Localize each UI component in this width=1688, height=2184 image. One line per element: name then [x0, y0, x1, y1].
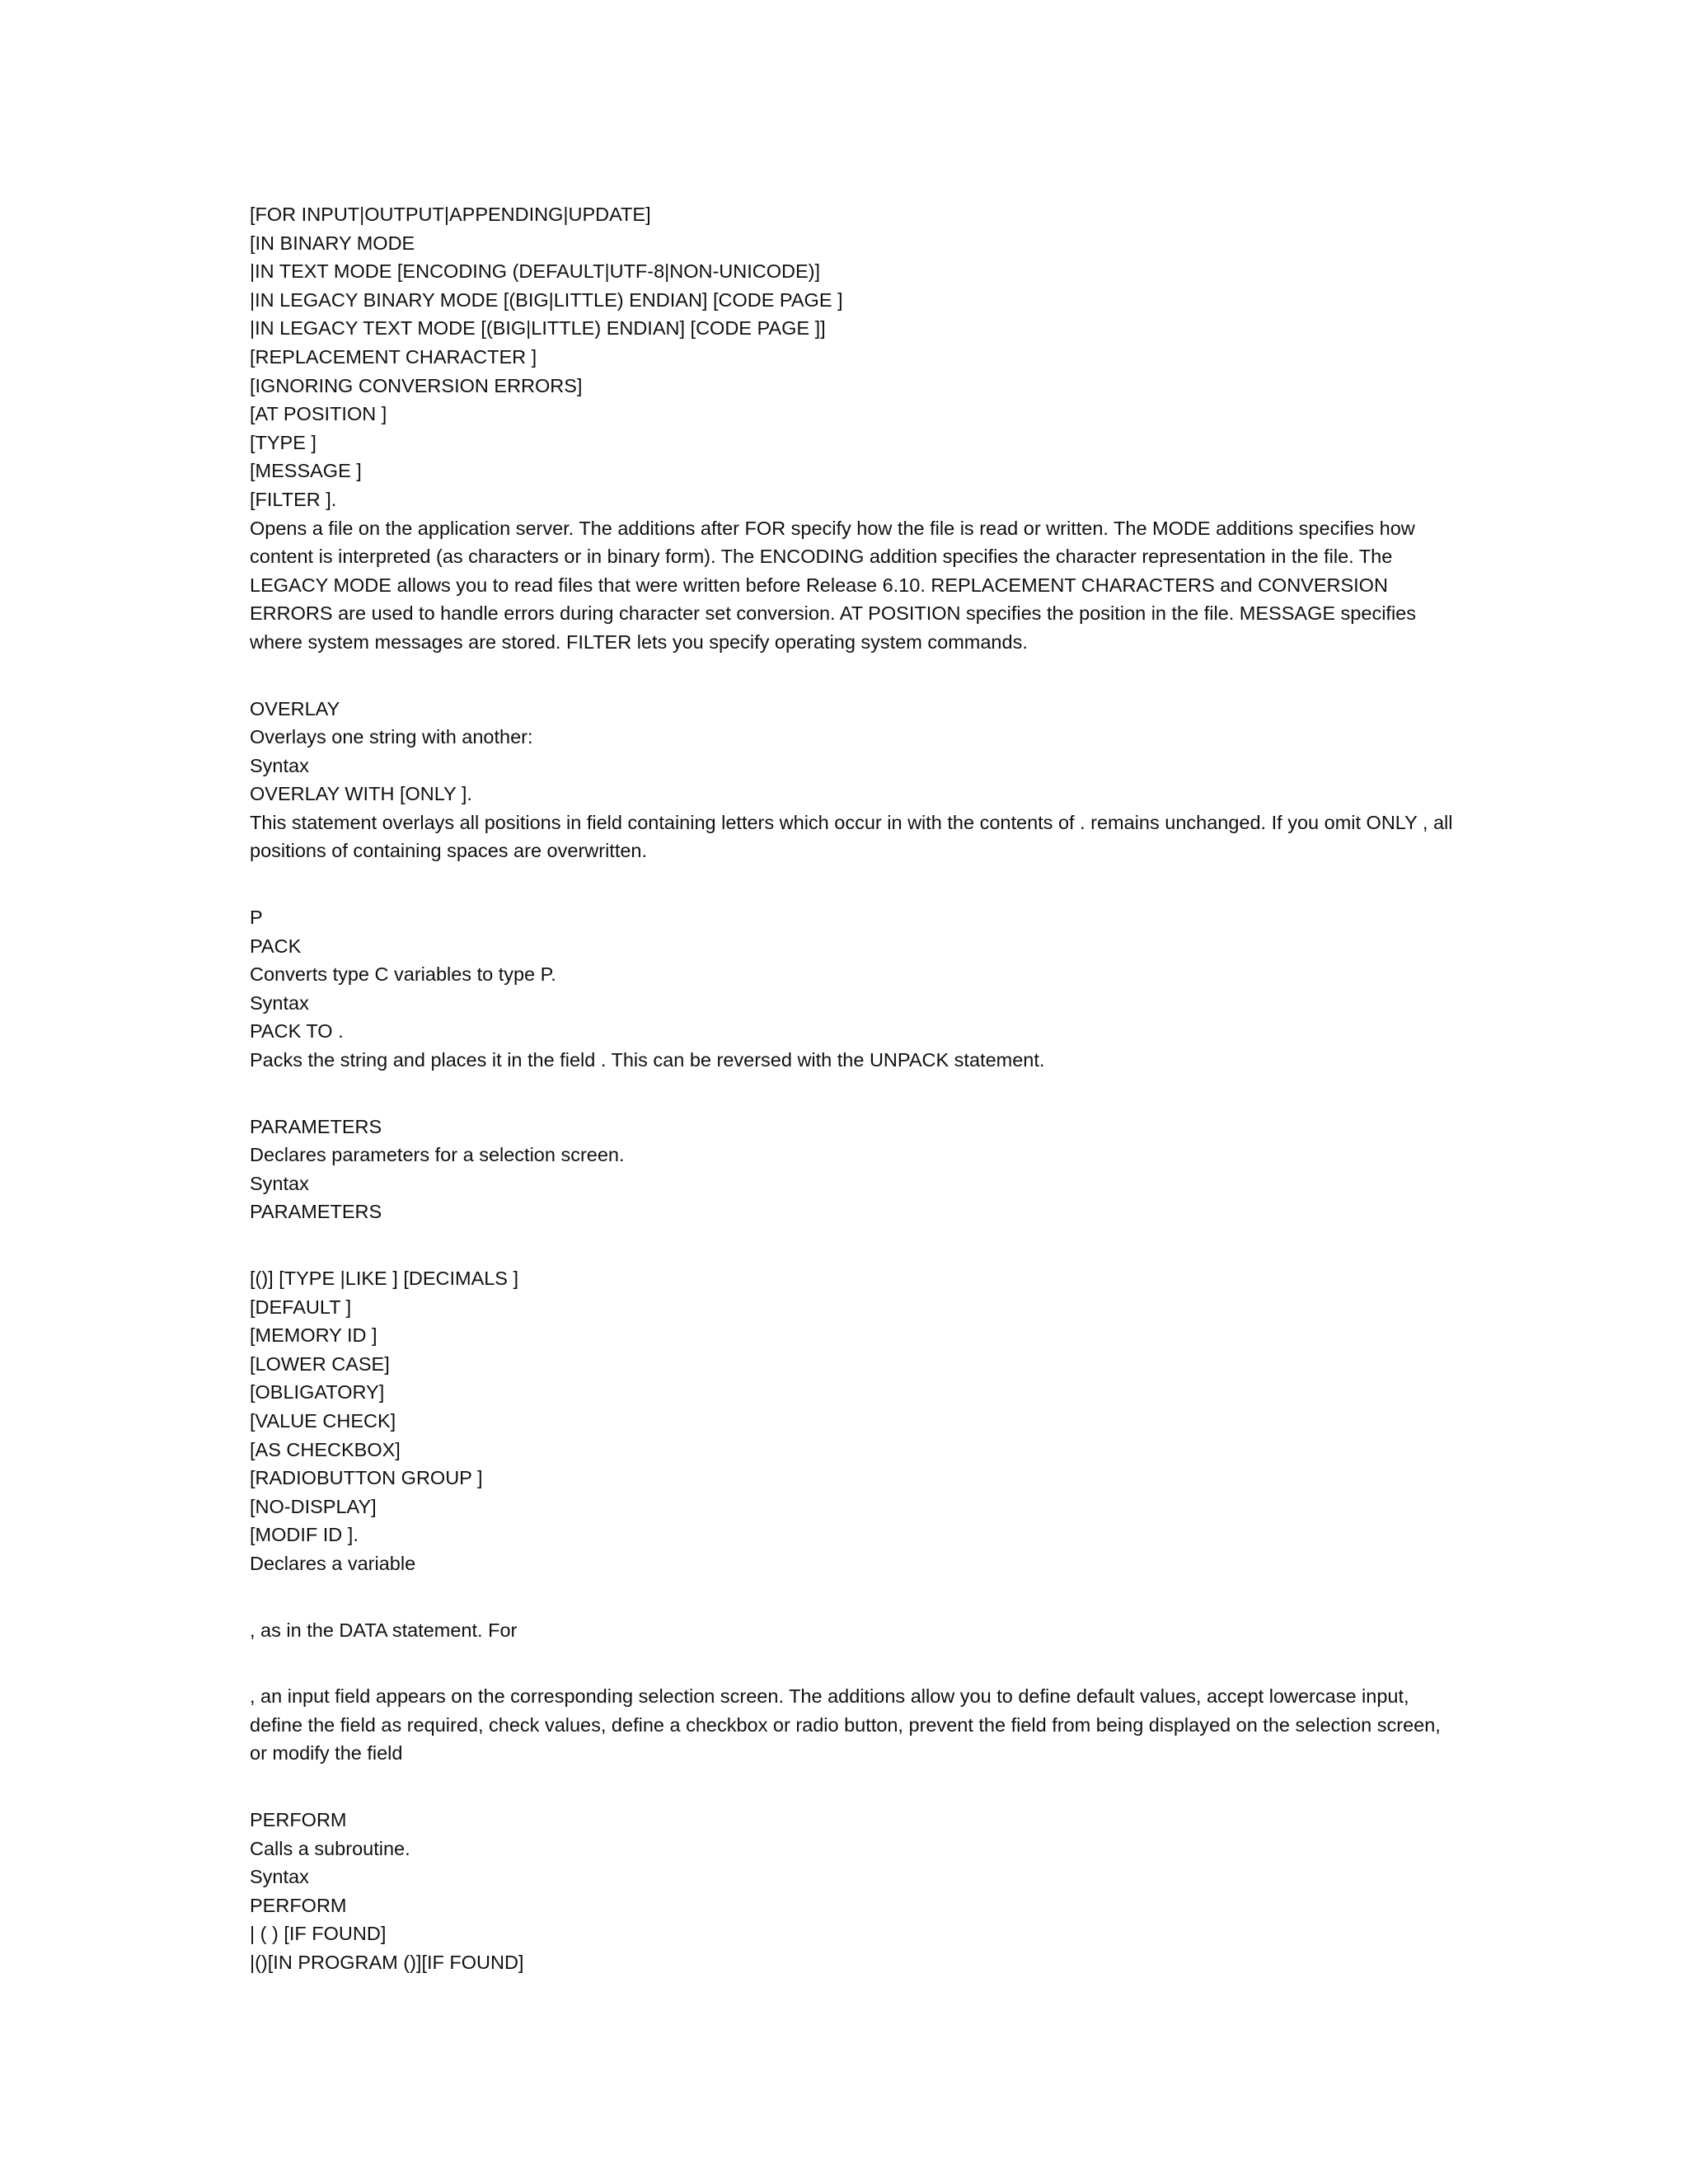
syntax-line: [IGNORING CONVERSION ERRORS]: [250, 374, 583, 396]
syntax-line: [TYPE ]: [250, 431, 316, 453]
syntax-label: Syntax: [250, 1866, 309, 1888]
syntax-line: PERFORM: [250, 1894, 347, 1916]
document-body: [250, 200, 1453, 2014]
description-paragraph: Packs the string and places it in the field . This can be reversed with the UNPACK statement.: [250, 1049, 1045, 1071]
pack-section: [250, 903, 1453, 1075]
description-paragraph: , an input field appears on the corresponding selection screen. The additions allow you to define default values, accept lowercase input, define the field as required, check values, define a checkbox or radio button, prevent the field from being displayed on the selection screen, or modify the field: [250, 1685, 1441, 1765]
syntax-line: [()] [TYPE |LIKE ] [DECIMALS ]: [250, 1268, 519, 1289]
description-line: , as in the DATA statement. For: [250, 1619, 518, 1641]
syntax-line: [VALUE CHECK]: [250, 1409, 396, 1432]
syntax-line: [FILTER ].: [250, 488, 337, 510]
syntax-label: Syntax: [250, 1172, 309, 1194]
section-heading: PARAMETERS: [250, 1115, 382, 1137]
syntax-line: [IN BINARY MODE: [250, 232, 415, 254]
syntax-line: |IN LEGACY TEXT MODE [(BIG|LITTLE) ENDIAN] [CODE PAGE ]]: [250, 317, 826, 340]
syntax-line: [OBLIGATORY]: [250, 1381, 385, 1404]
syntax-label: Syntax: [250, 754, 309, 776]
syntax-line: [AS CHECKBOX]: [250, 1438, 401, 1460]
syntax-line: [MEMORY ID ]: [250, 1324, 377, 1347]
section-heading: OVERLAY: [250, 697, 340, 719]
parameters-section: [250, 1113, 1453, 1226]
syntax-line: [DEFAULT ]: [250, 1296, 352, 1318]
section-heading: PERFORM: [250, 1808, 347, 1830]
description-paragraph: Opens a file on the application server. The additions after FOR specify how the file is read or written. The MODE additions specifies how content is interpreted (as characters or in binary form). The ENCODING addition specifies the character representation in the file. The LEGACY MODE allows you to read files that were written before Release 6.10. REPLACEMENT CHARACTERS and CONVERSION ERRORS are used to handle errors during character set conversion. AT POSITION specifies the position in the file. MESSAGE specifies where system messages are stored. FILTER lets you specify operating system commands.: [250, 517, 1416, 653]
section-summary: Converts type C variables to type P.: [250, 963, 556, 986]
syntax-line: PARAMETERS: [250, 1201, 382, 1223]
syntax-line: [FOR INPUT|OUTPUT|APPENDING|UPDATE]: [250, 204, 651, 225]
description-line: Declares a variable: [250, 1552, 416, 1574]
section-summary: Overlays one string with another:: [250, 726, 533, 748]
syntax-label: Syntax: [250, 991, 309, 1014]
parameters-description: [250, 1682, 1453, 1768]
syntax-line: PACK TO .: [250, 1020, 344, 1043]
parameters-additions: [250, 1264, 1453, 1578]
syntax-line: [MODIF ID ].: [250, 1524, 359, 1546]
perform-section: [250, 1806, 1453, 1977]
overlay-section: [250, 695, 1453, 866]
open-dataset-section: [250, 200, 1453, 657]
section-summary: Declares parameters for a selection screen.: [250, 1144, 625, 1166]
description-paragraph: This statement overlays all positions in field containing letters which occur in with the contents of . remains unchanged. If you omit ONLY , all positions of containing spaces are overwritten.: [250, 811, 1453, 862]
syntax-line: |()[IN PROGRAM ()][IF FOUND]: [250, 1951, 524, 1973]
syntax-line: [LOWER CASE]: [250, 1352, 390, 1375]
syntax-line: [AT POSITION ]: [250, 403, 387, 425]
section-summary: Calls a subroutine.: [250, 1837, 410, 1859]
letter-heading: P: [250, 907, 263, 929]
parameters-note: [250, 1616, 1453, 1645]
syntax-line: |IN LEGACY BINARY MODE [(BIG|LITTLE) ENDIAN] [CODE PAGE ]: [250, 288, 843, 311]
syntax-line: [MESSAGE ]: [250, 460, 362, 482]
syntax-line: |IN TEXT MODE [ENCODING (DEFAULT|UTF-8|NON-UNICODE)]: [250, 260, 821, 283]
section-heading: PACK: [250, 935, 302, 957]
syntax-line: | ( ) [IF FOUND]: [250, 1923, 387, 1945]
syntax-line: [REPLACEMENT CHARACTER ]: [250, 345, 537, 368]
syntax-line: [NO-DISPLAY]: [250, 1495, 377, 1517]
syntax-line: [RADIOBUTTON GROUP ]: [250, 1467, 483, 1489]
syntax-line: OVERLAY WITH [ONLY ].: [250, 783, 472, 805]
